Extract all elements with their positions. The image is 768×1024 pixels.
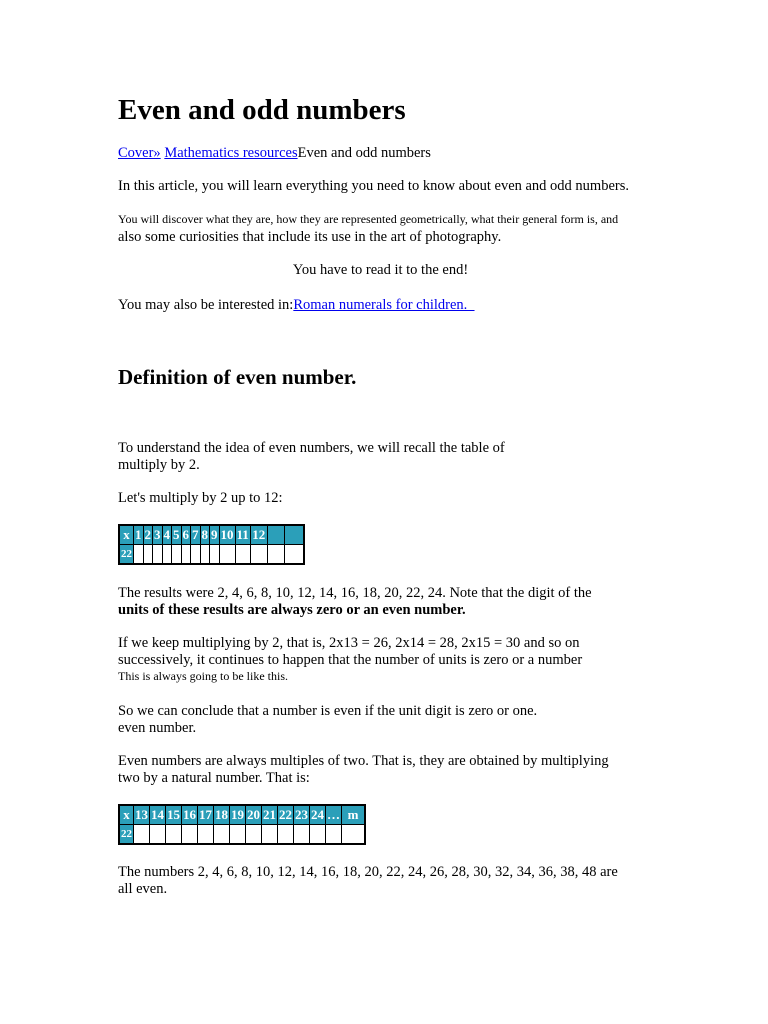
keep-line-1: If we keep multiplying by 2, that is, 2x13 = 26, 2x14 = 28, 2x15 = 30 and so on: [118, 635, 580, 651]
definition-heading: Definition of even number.: [118, 365, 357, 389]
table-header-cell: 6: [181, 525, 191, 545]
breadcrumb-current: Even and odd numbers: [297, 145, 431, 161]
table-cell: [150, 825, 166, 845]
keep-line-3: This is always going to be like this.: [118, 669, 288, 683]
table-cell: [326, 825, 342, 845]
table-cell: [134, 545, 144, 565]
table-cell: [278, 825, 294, 845]
table-header-cell: 7: [191, 525, 201, 545]
discover-line-1: You will discover what they are, how they are represented geometrically, what their general form is, and: [118, 212, 619, 226]
table-header-cell: 23: [294, 805, 310, 825]
also-interested: [118, 297, 475, 314]
table-cell: [200, 545, 210, 565]
table-cell: [250, 545, 267, 565]
table-header-cell: [284, 525, 304, 545]
table-cell: [267, 545, 284, 565]
table-header-cell: 8: [200, 525, 210, 545]
table-cell: [172, 545, 182, 565]
numbers-line-2: all even.: [118, 881, 168, 897]
table-header-cell: 21: [262, 805, 278, 825]
table-cell: [214, 825, 230, 845]
table-cell: [166, 825, 182, 845]
table-row-results: [119, 545, 304, 565]
table-header-cell: 14: [150, 805, 166, 825]
table-header-cell: 2: [143, 525, 153, 545]
breadcrumb-resources-link[interactable]: Mathematics resources: [164, 145, 298, 161]
table-cell: [230, 825, 246, 845]
table-header-cell: 15: [166, 805, 182, 825]
results-line-2: units of these results are always zero or an even number.: [118, 602, 466, 618]
table-header-cell: 1: [134, 525, 144, 545]
discover-line-2: also some curiosities that include its use in the art of photography.: [118, 229, 502, 245]
table-cell: [143, 545, 153, 565]
table-header-cell: 3: [153, 525, 163, 545]
multiplication-table-1: [118, 524, 305, 565]
table-cell: [153, 545, 163, 565]
table-row-results: [119, 825, 365, 845]
conclude-line-2: even number.: [118, 720, 197, 736]
table-row-header: [119, 525, 304, 545]
table-header-cell: 9: [210, 525, 220, 545]
table-header-cell: 20: [246, 805, 262, 825]
breadcrumb-cover-link[interactable]: Cover»: [118, 145, 161, 161]
understand-line-1: To understand the idea of even numbers, we will recall the table of: [118, 440, 505, 456]
table-cell: [134, 825, 150, 845]
roman-numerals-link[interactable]: Roman numerals for children.: [293, 297, 475, 313]
table-header-cell: 22: [278, 805, 294, 825]
multiplication-table-2: [118, 804, 366, 845]
table-cell: [181, 545, 191, 565]
table-header-cell: x: [119, 525, 134, 545]
table-header-cell: 10: [219, 525, 235, 545]
table-header-cell: 12: [250, 525, 267, 545]
table-cell: [191, 545, 201, 565]
table-header-cell: m: [342, 805, 366, 825]
table-header-cell: 11: [235, 525, 250, 545]
conclude-line-1: So we can conclude that a number is even if the unit digit is zero or one.: [118, 703, 538, 719]
table-cell: [284, 545, 304, 565]
multiples-line-1: Even numbers are always multiples of two. That is, they are obtained by multiplying: [118, 753, 609, 769]
table-header-cell: 18: [214, 805, 230, 825]
table-cell: [235, 545, 250, 565]
table-cell: [342, 825, 366, 845]
table-header-cell: [267, 525, 284, 545]
table-header-cell: 17: [198, 805, 214, 825]
table-cell: [162, 545, 172, 565]
breadcrumb: [118, 145, 431, 162]
read-to-end-text: You have to read it to the end!: [292, 262, 469, 278]
numbers-line-1: The numbers 2, 4, 6, 8, 10, 12, 14, 16, 18, 20, 22, 24, 26, 28, 30, 32, 34, 36, 38, 48 are: [118, 864, 618, 880]
page-title: Even and odd numbers: [118, 94, 406, 126]
table-row-header: [119, 805, 365, 825]
results-line-1: The results were 2, 4, 6, 8, 10, 12, 14, 16, 18, 20, 22, 24. Note that the digit of the: [118, 585, 592, 601]
also-interested-label: You may also be interested in:: [118, 297, 294, 313]
table-cell: [262, 825, 278, 845]
table-header-cell: 19: [230, 805, 246, 825]
table-header-cell: 16: [182, 805, 198, 825]
table-cell: [246, 825, 262, 845]
table-cell: 22: [119, 825, 134, 845]
table-header-cell: 13: [134, 805, 150, 825]
intro-paragraph: In this article, you will learn everything you need to know about even and odd numbers.: [118, 178, 629, 194]
table-cell: [310, 825, 326, 845]
table-header-cell: …: [326, 805, 342, 825]
table-cell: [182, 825, 198, 845]
multiples-line-2: two by a natural number. That is:: [118, 770, 310, 786]
table-cell: [198, 825, 214, 845]
table-header-cell: 5: [172, 525, 182, 545]
table-header-cell: 24: [310, 805, 326, 825]
table-header-cell: x: [119, 805, 134, 825]
multiply-intro: Let's multiply by 2 up to 12:: [118, 490, 283, 506]
table-header-cell: 4: [162, 525, 172, 545]
table-cell: [219, 545, 235, 565]
table-cell: [210, 545, 220, 565]
table-cell: 22: [119, 545, 134, 565]
table-cell: [294, 825, 310, 845]
keep-line-2: successively, it continues to happen that the number of units is zero or a number: [118, 652, 583, 668]
understand-line-2: multiply by 2.: [118, 457, 200, 473]
